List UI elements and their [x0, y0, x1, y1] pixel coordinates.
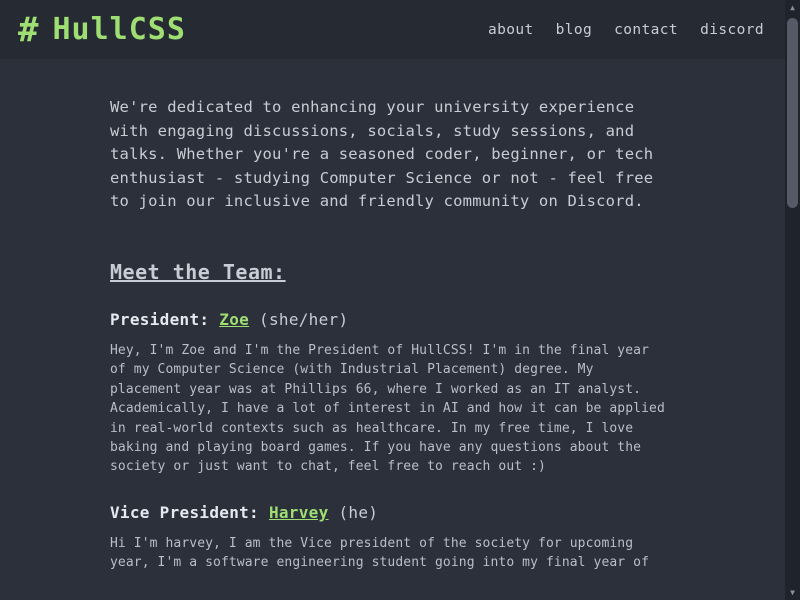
nav-link-blog[interactable]: blog: [555, 21, 593, 38]
member-bio: Hi I'm harvey, I am the Vice president of the society for upcoming year, I'm a software engineering student going into my final year of: [110, 535, 650, 571]
team-member-president: [110, 310, 670, 477]
team-member-vice-president: [110, 503, 670, 573]
site-logo[interactable]: [18, 9, 186, 50]
member-role: Vice President:: [110, 502, 259, 522]
main-content: [0, 60, 800, 573]
member-role: President:: [110, 309, 210, 329]
nav-link-about[interactable]: about: [487, 21, 534, 38]
nav-link-discord[interactable]: discord: [700, 21, 764, 38]
scroll-up-arrow-icon[interactable]: ▲: [785, 0, 800, 15]
member-title: [110, 310, 670, 329]
member-pronouns: (she/her): [259, 309, 349, 329]
hash-icon: #: [18, 9, 39, 50]
scrollbar-thumb[interactable]: [787, 18, 798, 208]
member-title: [110, 503, 670, 522]
site-header: [0, 0, 800, 60]
member-name-link[interactable]: Zoe: [219, 309, 250, 329]
member-name-link[interactable]: Harvey: [268, 502, 329, 522]
member-bio: Hey, I'm Zoe and I'm the President of HullCSS! I'm in the final year of my Computer Science (with Industrial Placement) degree. My placement year was at Phillips 66, where I worked as an IT analyst. Academically, I have a lot of interest in AI and how it can be applied in real-world contexts such as healthcare. In my free time, I love baking and playing board games. If you have any questions about the society or just want to chat, feel free to reach out :): [110, 342, 665, 475]
nav-link-contact[interactable]: contact: [614, 21, 679, 38]
intro-paragraph: We're dedicated to enhancing your university experience with engaging discussions, socials, study sessions, and talks. Whether you're a seasoned coder, beginner, or tech enthusiast - studying Computer Science or not - feel free to join our inclusive and friendly community on Discord.: [110, 98, 654, 211]
vertical-scrollbar[interactable]: [785, 0, 800, 600]
brand-name: HullCSS: [52, 11, 186, 47]
main-navigation: [488, 22, 764, 38]
scroll-down-arrow-icon[interactable]: ▼: [785, 585, 800, 600]
member-pronouns: (he): [338, 502, 379, 522]
team-heading: Meet the Team:: [110, 259, 286, 284]
